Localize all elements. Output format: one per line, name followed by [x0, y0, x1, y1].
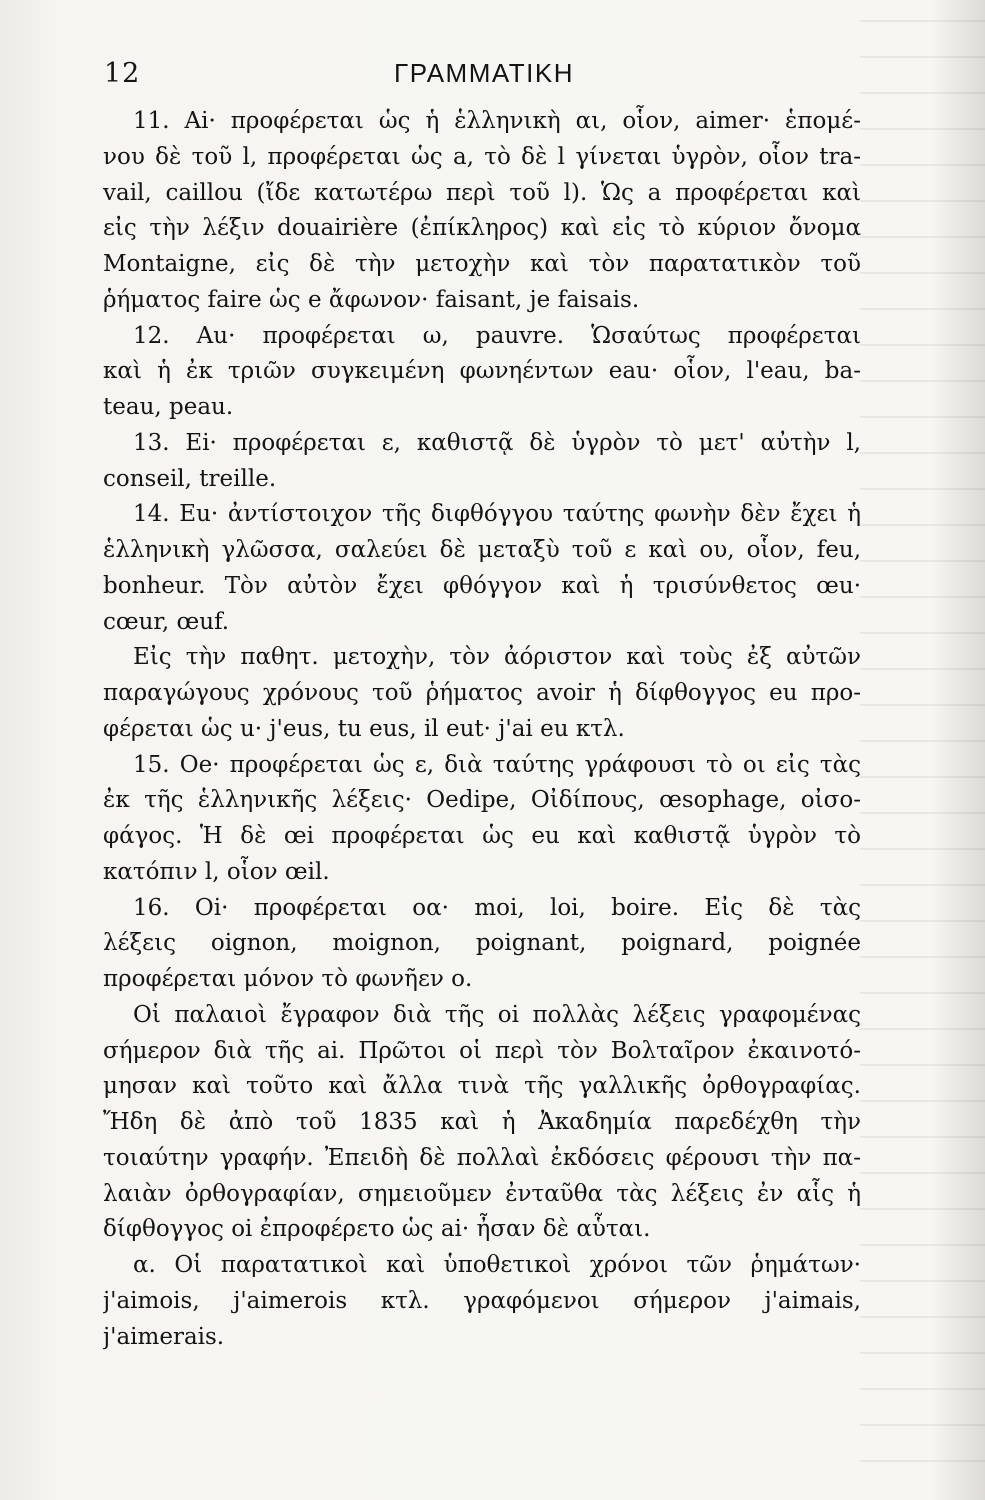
text-line: j'aimerais.: [103, 1323, 225, 1350]
text-line: κατόπιν l, οἷον œil.: [103, 858, 330, 885]
text-line: καὶ ἡ ἐκ τριῶν συγκειμένη φωνηέντων eau· οἷον, l'eau, ba-: [103, 358, 861, 385]
text-line: 15. Oe· προφέρεται ὡς ε, διὰ ταύτης γράφουσι τὸ οι εἰς τὰς: [133, 751, 861, 778]
text-line: προφέρεται μόνον τὸ φωνῆεν ο.: [103, 966, 473, 992]
text-line: δίφθογγος oi ἐπροφέρετο ὡς ai· ἦσαν δὲ αὗται.: [103, 1216, 651, 1243]
text-line: παραγώγους χρόνους τοῦ ῥήματος avoir ἡ δίφθογγος eu προ-: [103, 680, 861, 706]
text-line: Ἤδη δὲ ἀπὸ τοῦ 1835 καὶ ἡ Ἀκαδημία παρεδέχθη τὴν: [103, 1109, 861, 1135]
text-line: ἑλληνικὴ γλῶσσα, σαλεύει δὲ μεταξὺ τοῦ ε καὶ ου, οἷον, feu,: [103, 537, 861, 563]
text-line: ῥήματος faire ὡς e ἄφωνον· faisant, je faisais.: [103, 286, 640, 313]
text-line: λέξεις oignon, moignon, poignant, poignard, poignée: [103, 930, 861, 957]
text-line: bonheur. Τὸν αὐτὸν ἔχει φθόγγον καὶ ἡ τρισύνθετος œu·: [103, 572, 861, 599]
text-line: 14. Eu· ἀντίστοιχον τῆς διφθόγγου ταύτης φωνὴν δὲν ἔχει ἡ: [133, 501, 861, 528]
text-line: 13. Ei· προφέρεται ε, καθιστᾷ δὲ ὑγρὸν τὸ μετ' αὐτὴν l,: [133, 429, 861, 456]
text-line: μησαν καὶ τοῦτο καὶ ἄλλα τινὰ τῆς γαλλικῆς ὀρθογραφίας.: [103, 1073, 861, 1100]
bleed-through-shadow: [860, 20, 985, 1480]
text-line: λαιὰν ὀρθογραφίαν, σημειοῦμεν ἐνταῦθα τὰς λέξεις ἐν αἷς ἡ: [103, 1180, 861, 1207]
text-line: j'aimois, j'aimerois κτλ. γραφόμενοι σήμερον j'aimais,: [103, 1287, 861, 1314]
text-line: νου δὲ τοῦ l, προφέρεται ὡς a, τὸ δὲ l γίνεται ὑγρὸν, οἷον tra-: [103, 143, 861, 170]
text-line: 16. Oi· προφέρεται οα· moi, loi, boire. Εἰς δὲ τὰς: [133, 894, 861, 921]
text-line: 11. Ai· προφέρεται ὡς ἡ ἑλληνικὴ αι, οἷον, aimer· ἑπομέ-: [133, 108, 861, 134]
text-line: τοιαύτην γραφήν. Ἐπειδὴ δὲ πολλαὶ ἐκδόσεις φέρουσι τὴν πα-: [103, 1144, 861, 1171]
page-number: 12: [104, 58, 141, 89]
text-line: teau, peau.: [103, 394, 234, 420]
text-line: σήμερον διὰ τῆς ai. Πρῶτοι οἱ περὶ τὸν Βολταῖρον ἐκαινοτό-: [103, 1037, 861, 1064]
text-line: ἐκ τῆς ἑλληνικῆς λέξεις· Oedipe, Οἰδίπους, œsophage, οἰσο-: [103, 787, 861, 814]
text-line: Οἱ παλαιοὶ ἔγραφον διὰ τῆς oi πολλὰς λέξεις γραφομένας: [133, 1001, 861, 1028]
running-title: ΓΡΑΜΜΑΤΙΚΗ: [393, 58, 575, 88]
text-line: φέρεται ὡς u· j'eus, tu eus, il eut· j'ai eu κτλ.: [103, 715, 625, 742]
page-header: [104, 58, 864, 94]
text-line: cœur, œuf.: [103, 608, 230, 635]
body-text: [103, 104, 861, 1355]
text-line: εἰς τὴν λέξιν douairière (ἐπίκληρος) καὶ εἰς τὸ κύριον ὄνομα: [103, 215, 861, 242]
text-line: Εἰς τὴν παθητ. μετοχὴν, τὸν ἀόριστον καὶ τοὺς ἐξ αὐτῶν: [133, 644, 861, 671]
text-line: vail, caillou (ἴδε κατωτέρω περὶ τοῦ l). Ὡς a προφέρεται καὶ: [103, 179, 861, 206]
text-line: 12. Au· προφέρεται ω, pauvre. Ὡσαύτως προφέρεται: [133, 322, 861, 349]
text-line: α. Οἱ παρατατικοὶ καὶ ὑποθετικοὶ χρόνοι τῶν ῥημάτων·: [133, 1252, 861, 1278]
text-line: Montaigne, εἰς δὲ τὴν μετοχὴν καὶ τὸν παρατατικὸν τοῦ: [103, 251, 861, 277]
text-line: conseil, treille.: [103, 465, 277, 492]
text-line: φάγος. Ἡ δὲ œi προφέρεται ὡς eu καὶ καθιστᾷ ὑγρὸν τὸ: [103, 823, 861, 849]
